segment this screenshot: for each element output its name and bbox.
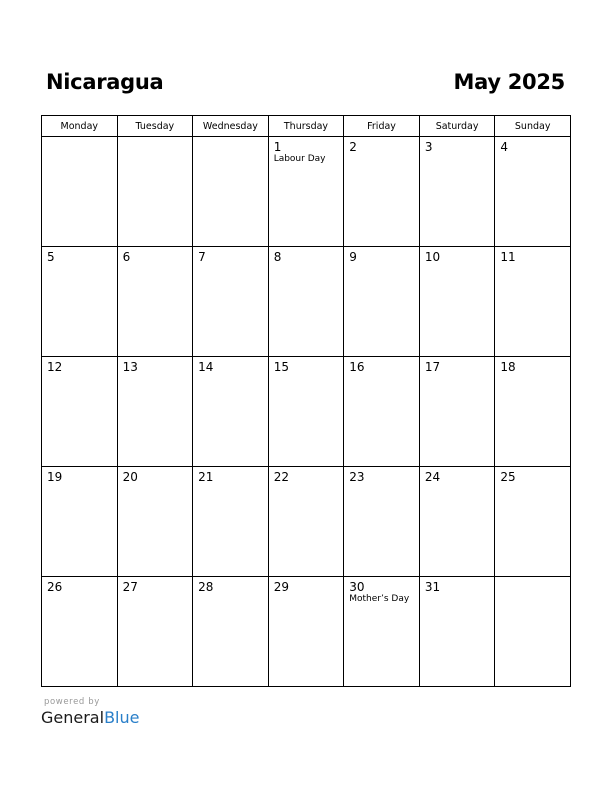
- day-cell: [344, 577, 420, 687]
- week-row: [42, 137, 571, 247]
- day-number: 9: [349, 250, 357, 264]
- day-cell: [344, 357, 420, 467]
- weekday-header: Friday: [344, 116, 420, 137]
- week-row: [42, 357, 571, 467]
- day-number: 6: [122, 250, 131, 264]
- day-number: 17: [424, 360, 441, 374]
- day-number: [495, 577, 570, 580]
- day-number: 11: [500, 250, 516, 264]
- brand-general: General: [41, 708, 105, 727]
- day-cell: [42, 357, 118, 467]
- day-number: 19: [47, 470, 63, 484]
- day-cell: [344, 247, 420, 357]
- day-number: [42, 137, 117, 140]
- day-cell: [117, 357, 193, 467]
- holiday-label: Mother’s Day: [349, 594, 410, 604]
- day-cell: [42, 247, 118, 357]
- weekday-header-row: [42, 116, 571, 137]
- day-number: 2: [349, 140, 357, 154]
- day-cell: [193, 357, 269, 467]
- week-row: [42, 467, 571, 577]
- weekday-header: Tuesday: [117, 116, 193, 137]
- day-cell: [117, 577, 193, 687]
- day-number: 29: [273, 580, 289, 594]
- week-row: [42, 247, 571, 357]
- weekday-header: Sunday: [495, 116, 571, 137]
- day-cell: [117, 137, 193, 247]
- day-number: 8: [273, 250, 282, 264]
- country-title: Nicaragua: [46, 70, 164, 94]
- day-cell: [42, 137, 118, 247]
- day-cell: [344, 467, 420, 577]
- day-cell: [344, 137, 420, 247]
- day-cell: [419, 467, 495, 577]
- day-number: 26: [47, 580, 63, 594]
- day-cell: [193, 577, 269, 687]
- weekday-header: Saturday: [419, 116, 495, 137]
- day-number: [193, 137, 268, 140]
- day-number: 3: [424, 140, 433, 154]
- day-cell: [495, 137, 571, 247]
- day-cell: [193, 247, 269, 357]
- day-number: 10: [424, 250, 441, 264]
- day-cell: [42, 577, 118, 687]
- day-cell: [495, 577, 571, 687]
- day-cell: [419, 247, 495, 357]
- day-cell: [268, 247, 344, 357]
- day-number: 4: [500, 140, 509, 154]
- weekday-header: Wednesday: [193, 116, 269, 137]
- day-number: 30: [349, 580, 365, 594]
- day-cell: [419, 357, 495, 467]
- day-cell: [117, 247, 193, 357]
- month-year-title: May 2025: [453, 70, 565, 94]
- day-number: 22: [273, 470, 289, 484]
- day-number: 25: [500, 470, 516, 484]
- week-row: [42, 577, 571, 687]
- powered-by-text: powered by: [44, 697, 100, 707]
- day-number: 24: [424, 470, 441, 484]
- weekday-header: Monday: [42, 116, 118, 137]
- day-cell: [268, 137, 344, 247]
- day-number: 20: [122, 470, 138, 484]
- weekday-header: Thursday: [268, 116, 344, 137]
- day-number: 27: [122, 580, 138, 594]
- day-cell: [495, 357, 571, 467]
- day-number: [118, 137, 193, 140]
- day-number: 5: [47, 250, 55, 264]
- day-cell: [193, 137, 269, 247]
- day-cell: [495, 467, 571, 577]
- day-cell: [268, 577, 344, 687]
- day-number: 18: [500, 360, 516, 374]
- day-number: 21: [198, 470, 214, 484]
- day-cell: [193, 467, 269, 577]
- day-number: 31: [424, 580, 441, 594]
- day-cell: [419, 137, 495, 247]
- day-number: 1: [273, 140, 282, 154]
- day-number: 12: [47, 360, 63, 374]
- day-cell: [117, 467, 193, 577]
- day-cell: [419, 577, 495, 687]
- day-cell: [42, 467, 118, 577]
- day-number: 28: [198, 580, 214, 594]
- day-number: 14: [198, 360, 214, 374]
- day-cell: [268, 357, 344, 467]
- brand-blue: Blue: [104, 708, 140, 727]
- day-number: 15: [273, 360, 289, 374]
- day-number: 16: [349, 360, 365, 374]
- day-cell: [268, 467, 344, 577]
- generalblue-logo: [41, 708, 139, 727]
- day-number: 23: [349, 470, 365, 484]
- day-number: 7: [198, 250, 206, 264]
- calendar-grid: [41, 115, 571, 687]
- day-cell: [495, 247, 571, 357]
- day-number: 13: [122, 360, 138, 374]
- holiday-label: Labour Day: [273, 154, 326, 164]
